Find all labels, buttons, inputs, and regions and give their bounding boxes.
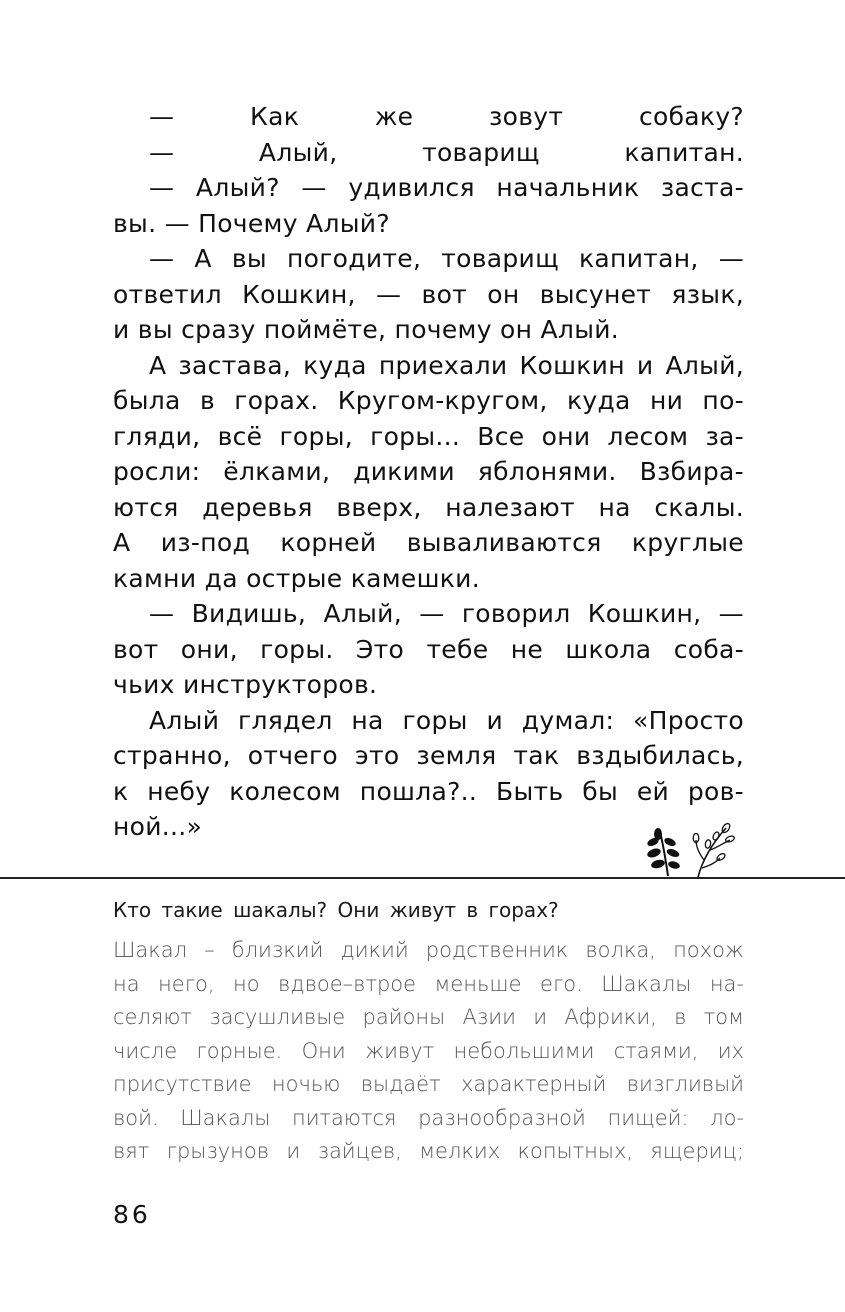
story-line: вот они, горы. Это тебе не школа соба- [113,634,744,664]
story-line: — Алый, товарищ капитан. [149,137,744,167]
story-line: — Как же зовут собаку? [149,102,744,131]
answer-line: вят грызунов и зайцев, мелких копытных, ящериц; [113,1139,744,1163]
story-line: ответил Кошкин, — вот он высунет язык, [113,279,744,309]
sidebar-question-title: Кто такие шакалы? Они живут в горах? [113,898,559,922]
story-line: ной...» [113,812,203,841]
page-number: 86 [113,1200,151,1229]
story-line: странно, отчего это земля так вздыбилась, [113,741,744,770]
answer-line: вой. Шакалы питаются разнообразной пищей: ло- [113,1105,744,1130]
story-line: росли: ёлками, дикими яблонями. Взбира- [113,457,744,486]
story-line: вы. — Почему Алый? [113,208,390,238]
story-text [113,99,744,845]
story-line: чьих инструкторов. [113,670,378,699]
story-line: А из-под корней вываливаются круглые [113,528,744,557]
story-line: и вы сразу поймёте, почему он Алый. [113,315,620,344]
story-line: Алый глядел на горы и думал: «Просто [149,705,744,735]
plant-ornament-icon [646,822,736,878]
sidebar-answer-text [113,934,744,1169]
story-line: ются деревья вверх, налезают на скалы. [113,492,744,522]
answer-line: присутствие ночью выдаёт характерный визгливый [113,1072,744,1096]
story-line: — Видишь, Алый, — говорил Кошкин, — [149,599,744,628]
story-line: была в горах. Кругом-кругом, куда ни по- [113,386,744,415]
answer-line: на него, но вдвое–втрое меньше его. Шакалы на- [113,971,744,996]
story-line: — А вы погодите, товарищ капитан, — [149,244,744,273]
answer-line: Шакал – близкий дикий родственник волка, похож [113,938,744,962]
story-line: к небу колесом пошла?.. Быть бы ей ров- [113,776,744,806]
story-line: — Алый? — удивился начальник заста- [149,173,744,202]
answer-line: числе горные. Они живут небольшими стаями, их [113,1038,744,1063]
story-line: гляди, всё горы, горы... Все они лесом за- [113,421,744,451]
story-line: камни да острые камешки. [113,563,480,593]
section-divider [0,877,845,879]
answer-line: селяют засушливые районы Азии и Африки, в том [113,1005,744,1029]
story-line: А застава, куда приехали Кошкин и Алый, [149,350,744,380]
